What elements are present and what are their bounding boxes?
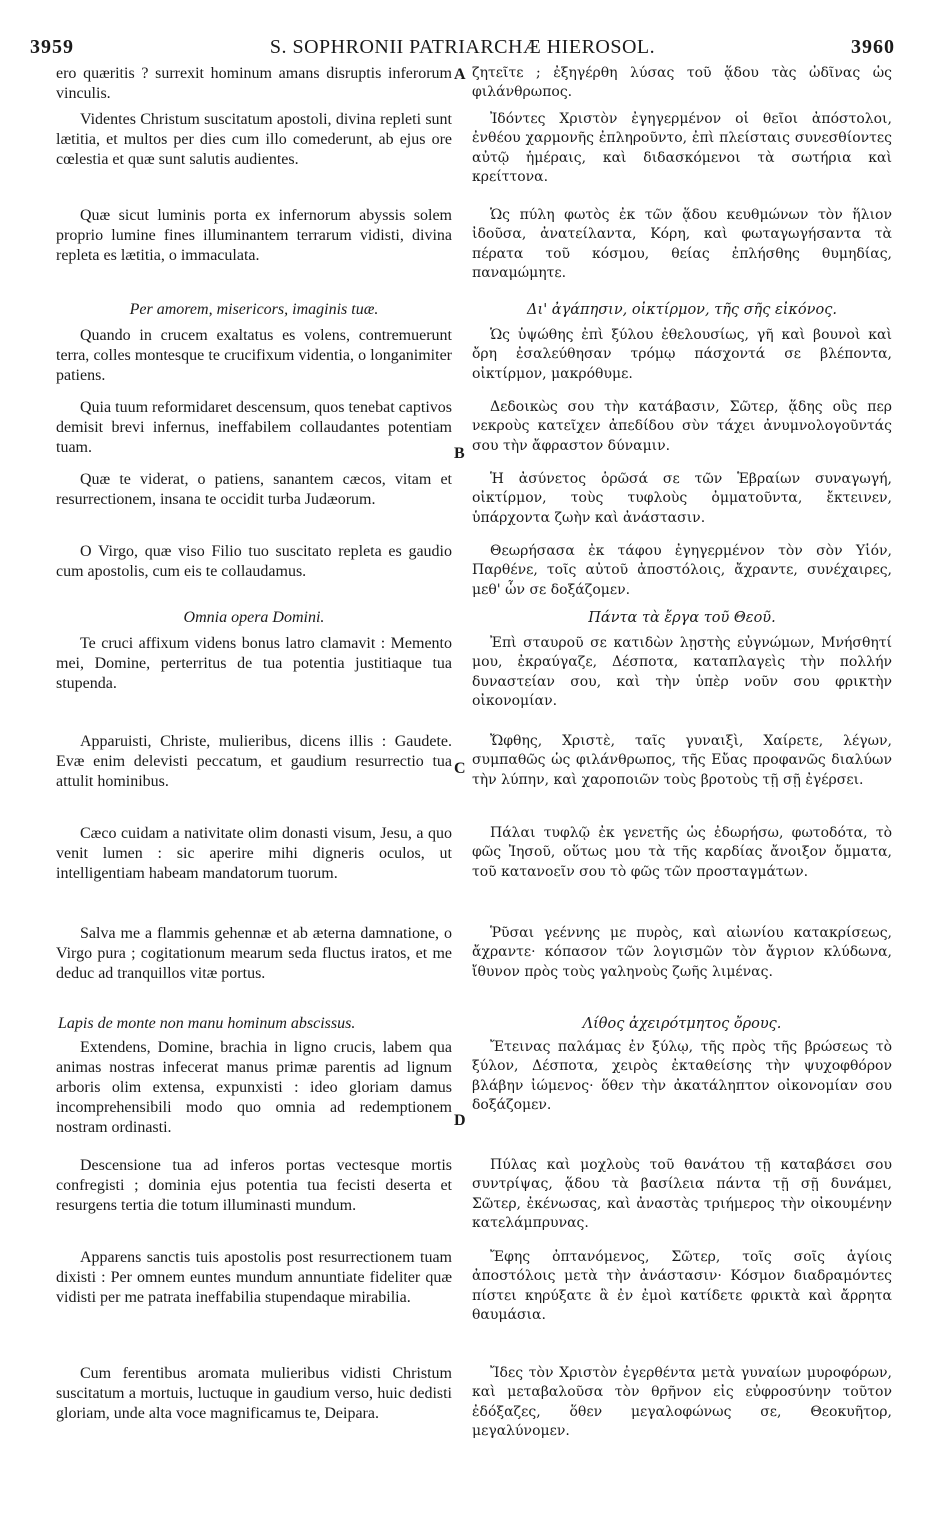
latin-paragraph: ero quæritis ? surrexit hominum amans disruptis inferorum vinculis. — [56, 65, 452, 102]
latin-paragraph: Descensione tua ad inferos portas vectesque mortis confregisti ; dominia ejus potentia tua fecisti deserta et resurgens tertia die totum illuminasti mundum. — [56, 1157, 452, 1214]
latin-paragraph: Quando in crucem exaltatus es volens, contremuerunt terra, colles montesque te crucifixum videntia, o longanimiter patiens. — [56, 327, 452, 384]
latin-paragraph: Videntes Christum suscitatum apostoli, divina repleti sunt lætitia, et multos per dies cum illo comederunt, ab ejus ore cœlestia et quæ sunt salutis audientes. — [56, 111, 452, 168]
margin-marker-b: B — [454, 445, 465, 462]
greek-paragraph: Ὡς ὑψώθης ἐπὶ ξύλου ἐθελουσίως, γῆ καὶ βουνοὶ καὶ ὄρη ἐσαλεύθησαν τρόμῳ πάσχοντά σε βλέποντα, οἰκτίρμον, μακρόθυμε. — [472, 327, 892, 382]
latin-paragraph: Quia tuum reformidaret descensum, quos tenebat captivos demisit brevi infernus, ineffabilem collaudantes potentiam tuam. — [56, 399, 452, 456]
greek-rubric: Λίθος ἀχειρότμητος ὄρους. — [582, 1016, 782, 1032]
running-title: S. SOPHRONII PATRIARCHÆ HIEROSOL. — [269, 36, 656, 58]
greek-paragraph: Ἡ ἀσύνετος ὁρῶσά σε τῶν Ἑβραίων συναγωγή, οἰκτίρμον, τοὺς τυφλοὺς ὀμματοῦντα, ἔκτεινεν, ὑπάρχοντα ζωὴν καὶ ἀνάστασιν. — [472, 471, 892, 526]
page-number-right: 3960 — [851, 36, 895, 58]
latin-paragraph: Salva me a flammis gehennæ et ab æterna damnatione, o Virgo pura ; cogitationum mearum seda fluctus iratos, et me deduc ad tranquillos vitæ portus. — [56, 925, 452, 982]
greek-rubric: Πάντα τὰ ἔργα τοῦ Θεοῦ. — [588, 610, 776, 626]
greek-paragraph: Πάλαι τυφλῷ ἐκ γενετῆς ὡς ἐδωρήσω, φωτοδότα, τὸ φῶς Ἰησοῦ, οὕτως μου τὰ τῆς καρδίας ἄνοιξον ὄμματα, τοῦ κατανοεῖν σου τὸ φῶς τῶν προσταγμάτων. — [472, 825, 892, 880]
latin-paragraph: Quæ sicut luminis porta ex infernorum abyssis solem proprio lumine fines illuminantem terrarum vidisti, divina repleta es lætitia, o immaculata. — [56, 207, 452, 264]
latin-paragraph: Apparens sanctis tuis apostolis post resurrectionem tuam dixisti : Per omnem euntes mundum annuntiate fideliter quæ vidisti per me patrata ineffabilia stupendaque mirabilia. — [56, 1249, 452, 1306]
greek-paragraph: Ἔφης ὀπτανόμενος, Σῶτερ, τοῖς σοῖς ἁγίοις ἀποστόλοις μετὰ τὴν ἀνάστασιν· Κόσμον διαδραμόντες πίστει κηρύξατε ἃ ἐν ἐμοὶ κατίδετε φρικτὰ καὶ ἄρρητα θαυμάσια. — [472, 1249, 892, 1323]
greek-paragraph: Πύλας καὶ μοχλοὺς τοῦ θανάτου τῇ καταβάσει σου συντρίψας, ᾅδου τὰ βασίλεια πάντα τῇ σῇ δυνάμει, Σῶτερ, ἐκένωσας, καὶ ἀναστὰς τριήμερος τὴν οἰκουμένην κατελάμπρυνας. — [472, 1157, 892, 1231]
page-number-left: 3959 — [30, 36, 74, 58]
margin-marker-c: C — [454, 760, 466, 777]
latin-paragraph: O Virgo, quæ viso Filio tuo suscitato repleta es gaudio cum apostolis, cum eis te collaudamus. — [56, 543, 452, 580]
greek-paragraph: Ὤφθης, Χριστὲ, ταῖς γυναιξὶ, Χαίρετε, λέγων, συμπαθῶς ὡς φιλάνθρωπος, τῆς Εὔας προφανῶς διαλύων τὴν λύπην, καὶ χαροποιῶν τοὺς βροτοὺς τῇ σῇ ἐγέρσει. — [472, 733, 892, 788]
latin-paragraph: Quæ te viderat, o patiens, sanantem cæcos, vitam et resurrectionem, insana te occidit turba Judæorum. — [56, 471, 452, 508]
greek-paragraph: Ἴδες τὸν Χριστὸν ἐγερθέντα μετὰ γυναίων μυροφόρων, καὶ μεταβαλοῦσα τὸν θρῆνον εἰς εὐφροσύνην τοῦτον ἐδόξαζες, ὅθεν μεγαλοφώνως σε, Θεοκυῆτορ, μεγαλύνομεν. — [472, 1365, 892, 1439]
latin-rubric: Lapis de monte non manu hominum abscissus. — [58, 1015, 356, 1032]
latin-paragraph: Extendens, Domine, brachia in ligno crucis, labem qua animas nostras infecerat manus primæ parentis ad lignum arboris olim extensa, expunxisti : ideo gloriam damus incomprehensibili modo quo omnia ad redemptionem nostram ordinasti. — [56, 1039, 452, 1136]
greek-paragraph: ζητεῖτε ; ἐξηγέρθη λύσας τοῦ ᾅδου τὰς ὠδῖνας ὡς φιλάνθρωπος. — [472, 65, 892, 101]
latin-paragraph: Te cruci affixum videns bonus latro clamavit : Memento mei, Domine, perterritus de tua potentia justitiaque tua stupenda. — [56, 635, 452, 692]
greek-rubric: Δι' ἀγάπησιν, οἰκτίρμον, τῆς σῆς εἰκόνος. — [527, 302, 837, 318]
latin-paragraph: Apparuisti, Christe, mulieribus, dicens illis : Gaudete. Evæ enim delevisti peccatum, et gaudium resurrectio tua attulit hominibus. — [56, 733, 452, 790]
greek-paragraph: Ἔτεινας παλάμας ἐν ξύλῳ, τῆς πρὸς τῆς βρώσεως τὸ ξύλον, Δέσποτα, χειρὸς ἐκταθείσης τὴν ψυχοφθόρον βλάβην ἰώμενος· ὅθεν τὴν ἀκατάληπτον οἰκονομίαν σου δοξάζομεν. — [472, 1039, 892, 1113]
greek-paragraph: Ῥῦσαι γεέννης με πυρὸς, καὶ αἰωνίου κατακρίσεως, ἄχραντε· κόπασον τῶν λογισμῶν τὸν ἄγριον κλύδωνα, ἴθυνον πρὸς τοὺς γαληνοὺς ζωῆς λιμένας. — [472, 925, 892, 980]
greek-paragraph: Ἰδόντες Χριστὸν ἐγηγερμένον οἱ θεῖοι ἀπόστολοι, ἐνθέου χαρμονῆς ἐπληροῦντο, ἐπὶ πλείσταις συνεσθίοντες αὐτῷ ἡμέραις, καὶ διδασκόμενοι τὰ σωτήρια καὶ κρείττονα. — [472, 111, 892, 185]
greek-paragraph: Ὡς πύλη φωτὸς ἐκ τῶν ᾅδου κευθμώνων τὸν ἥλιον ἰδοῦσα, ἀνατείλαντα, Κόρη, καὶ φωταγωγήσαντα τὰ πέρατα τοῦ κόσμου, θείας ἐπλήσθης θυμηδίας, παναμώμητε. — [472, 207, 892, 281]
greek-paragraph: Θεωρήσασα ἐκ τάφου ἐγηγερμένον τὸν σὸν Υἱόν, Παρθένε, τοῖς αὐτοῦ ἀποστόλοις, ἄχραντε, συνέχαιρες, μεθ' ὧν σε δοξάζομεν. — [472, 543, 892, 598]
margin-marker-d: D — [454, 1112, 466, 1129]
latin-rubric: Omnia opera Domini. — [183, 609, 325, 626]
latin-paragraph: Cæco cuidam a nativitate olim donasti visum, Jesu, a quo venit lumen : sic aperire mihi digneris oculos, ut intelligentiam habeam mandatorum tuorum. — [56, 825, 452, 882]
latin-rubric: Per amorem, misericors, imaginis tuæ. — [129, 301, 379, 318]
greek-paragraph: Δεδοικὼς σου τὴν κατάβασιν, Σῶτερ, ᾅδης οὓς περ νεκροὺς κατεῖχεν ἀπεδίδου σὺν τάχει ἀνυμνολογοῦντάς σου τὴν ἄφραστον δύναμιν. — [472, 399, 892, 454]
greek-paragraph: Ἐπὶ σταυροῦ σε κατιδὼν λῃστὴς εὐγνώμων, Μνήσθητί μου, ἐκραύγαζε, Δέσποτα, καταπλαγεὶς τὴν πολλήν δυναστείαν σου, καὶ τὴν ὑπὲρ νοῦν σου φρικτὴν οἰκονομίαν. — [472, 635, 892, 709]
margin-marker-a: A — [454, 66, 466, 83]
latin-paragraph: Cum ferentibus aromata mulieribus vidisti Christum suscitatum a mortuis, luctuque in gaudium verso, huic dedisti gloriam, unde alta voce magnificamus te, Deipara. — [56, 1365, 452, 1422]
